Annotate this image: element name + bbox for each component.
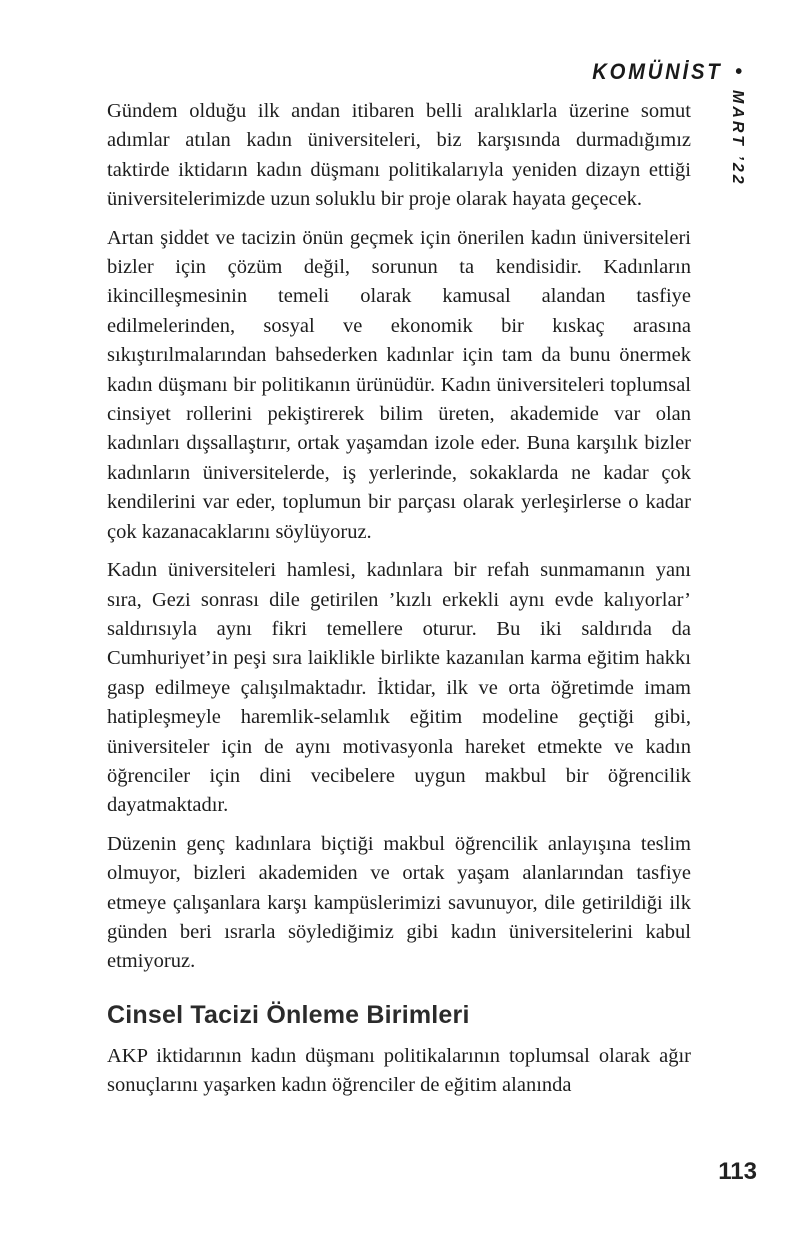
paragraph-4: Düzenin genç kadınlara biçtiği makbul öğrencilik anlayışına teslim olmuyor, bizleri akademiden ve ortak yaşam alanlarından tasfiye etmeye çalışanlara karşı kampüslerimizi savunuyor, dile getirildiği ilk günden beri ısrarla söylediğimiz gibi kadın üniversitelerini kabul etmiyoruz. [107, 832, 691, 973]
article-body [107, 97, 691, 1110]
header-bullet-icon: • [734, 61, 742, 83]
paragraph-3: Kadın üniversiteleri hamlesi, kadınlara bir refah sunmamanın yanı sıra, Gezi sonrası dile getirilen ’kızlı erkekli aynı evde kalıyorlar’ saldırısıyla aynı fikri temellere oturur. Bu iki saldırıda da Cumhuriyet’in peşi sıra laiklikle birlikte kazanılan karma eğitim hakkı gasp edilmeye çalışılmaktadır. İktidar, ilk ve orta öğretimde imam hatipleşmeyle haremlik-selamlık eğitim modeline geçtiği gibi, üniversiteler için de aynı motivasyonla hareket etmekte ve kadın öğrenciler için dini vecibelere uygun makbul bir öğrencilik dayatmaktadır. [107, 559, 691, 817]
section-heading: Cinsel Tacizi Önleme Birimleri [107, 1000, 470, 1029]
issue-date-vertical: MART ’22 [729, 90, 746, 187]
paragraph-1: Gündem olduğu ilk andan itibaren belli aralıklarla üzerine somut adımlar atılan kadın üniversiteleri, biz karşısında durmadığımız taktirde iktidarın kadın düşmanı politikalarıyla yeniden dizayn ettiği üniversitelerimizde uzun soluklu bir proje olarak hayata geçecek. [107, 100, 691, 211]
page-number: 113 [718, 1158, 757, 1185]
paragraph-2: Artan şiddet ve tacizin önün geçmek için önerilen kadın üniversiteleri bizler için çözüm değil, sorunun ta kendisidir. Kadınların ikincilleşmesinin temeli olarak kamusal alandan tasfiye edilmelerinden, sosyal ve ekonomik bir kıskaç arasına sıkıştırılmalarından bahsederken kadınlar için tam da bunu önermek kadın düşmanı bir politikanın ürünüdür. Kadın üniversiteleri toplumsal cinsiyet rollerini pekiştirerek bilim üreten, akademide var olan kadınları dışsallaştırır, ortak yaşamdan izole eder. Buna karşılık bizler kadınların üniversitelerde, iş yerlerinde, sokaklarda ne kadar çok kendilerini var eder, toplumun bir parçası olarak yerleşirlerse o kadar çok kazanacaklarını söylüyoruz. [107, 226, 691, 543]
journal-title: KOMÜNİST [591, 59, 722, 84]
section-paragraph-1: AKP iktidarının kadın düşmanı politikalarının toplumsal olarak ağır sonuçlarını yaşarken kadın öğrenciler de eğitim alanında [107, 1044, 691, 1097]
running-head [581, 59, 742, 85]
